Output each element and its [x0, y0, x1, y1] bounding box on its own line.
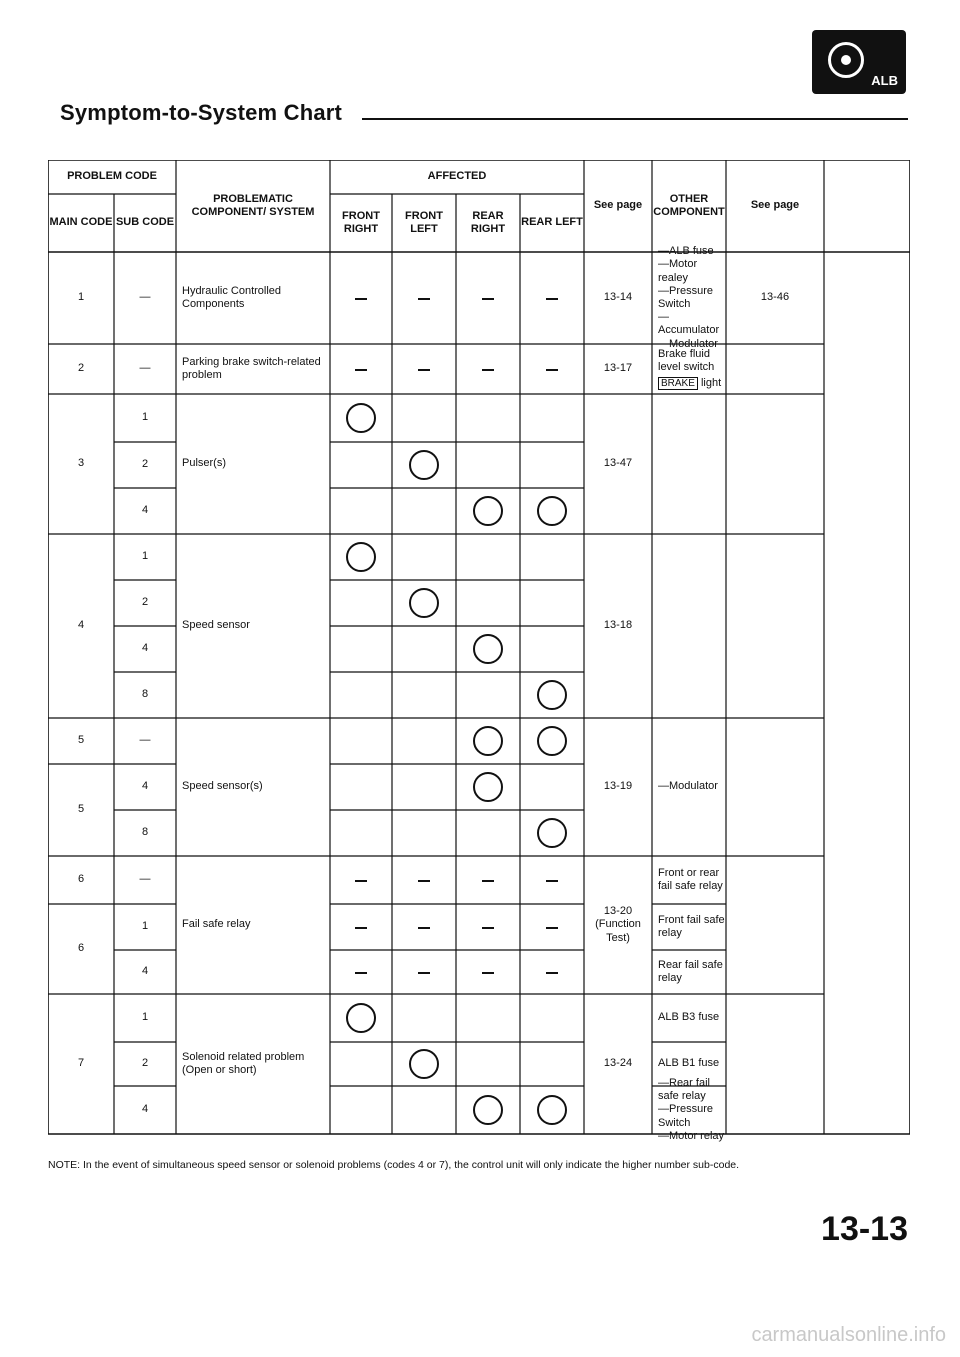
component-cell: Pulser(s) [182, 457, 227, 470]
affected-circle-mark [537, 496, 567, 526]
header-rear-left: REAR LEFT [521, 216, 583, 229]
footnote: NOTE: In the event of simultaneous speed sensor or solenoid problems (codes 4 or 7), the control unit will only indicate the higher number sub-code. [48, 1159, 740, 1171]
affected-dash-mark [355, 927, 367, 929]
main-code-cell: 6 [77, 942, 85, 955]
see-page-2-cell: 13-46 [760, 291, 790, 304]
affected-dash-mark [355, 972, 367, 974]
header-see-page: See page [593, 199, 643, 212]
see-page-cell: 13-14 [603, 291, 633, 304]
page-title: Symptom-to-System Chart [60, 100, 343, 125]
header-front-right: FRONT RIGHT [342, 209, 380, 235]
affected-circle-mark [473, 772, 503, 802]
affected-dash-mark [418, 369, 430, 371]
main-code-cell: 7 [77, 1057, 85, 1070]
see-page-cell: 13-19 [603, 780, 633, 793]
sub-code-cell: 1 [141, 920, 149, 933]
sub-code-cell: — [139, 873, 151, 886]
affected-dash-mark [418, 880, 430, 882]
affected-dash-mark [482, 927, 494, 929]
sub-code-cell: 8 [141, 826, 149, 839]
affected-dash-mark [418, 298, 430, 300]
main-code-cell: 1 [77, 291, 85, 304]
sub-code-cell: 4 [141, 965, 149, 978]
affected-circle-mark [537, 818, 567, 848]
main-code-cell: 3 [77, 457, 85, 470]
sub-code-cell: — [139, 734, 151, 747]
affected-dash-mark [546, 927, 558, 929]
brake-light-label [658, 377, 721, 389]
sub-code-cell: 4 [141, 1103, 149, 1116]
see-page-2-cell [726, 994, 824, 1134]
affected-dash-mark [546, 972, 558, 974]
see-page-cell: 13-20 (Function Test) [595, 905, 641, 944]
component-cell: Fail safe relay [182, 918, 251, 931]
affected-circle-mark [473, 1095, 503, 1125]
header-see-page-2: See page [750, 199, 800, 212]
sub-code-cell: 1 [141, 411, 149, 424]
watermark: carmanualsonline.info [751, 1324, 946, 1346]
component-cell: Speed sensor(s) [182, 780, 263, 793]
component-cell: Speed sensor [182, 619, 250, 632]
affected-circle-mark [409, 450, 439, 480]
affected-dash-mark [482, 369, 494, 371]
other-component-cell: Front fail safe relay [658, 913, 725, 939]
affected-dash-mark [355, 369, 367, 371]
sub-code-cell: 4 [141, 780, 149, 793]
brake-indicator-box: BRAKE [658, 377, 698, 390]
see-page-2-cell [726, 394, 824, 534]
sub-code-cell: 1 [141, 550, 149, 563]
alb-badge [812, 30, 906, 94]
sub-code-cell: 2 [141, 458, 149, 471]
sub-code-cell: 4 [141, 504, 149, 517]
other-component-cell: Brake fluid level switch BRAKE light [658, 348, 722, 389]
see-page-2-cell [726, 718, 824, 856]
header-main-code: MAIN CODE [49, 216, 113, 229]
affected-circle-mark [346, 403, 376, 433]
main-code-cell: 5 [77, 734, 85, 747]
header-front-left: FRONT LEFT [405, 209, 443, 235]
affected-dash-mark [546, 298, 558, 300]
affected-dash-mark [418, 927, 430, 929]
affected-circle-mark [537, 726, 567, 756]
see-page-cell: 13-24 [603, 1057, 633, 1070]
other-component-cell [652, 534, 726, 718]
other-component-cell: Front or rear fail safe relay [658, 866, 723, 892]
affected-circle-mark [537, 1095, 567, 1125]
main-code-cell: 4 [77, 619, 85, 632]
badge-text: ALB [871, 73, 898, 88]
affected-dash-mark [418, 972, 430, 974]
sub-code-cell: 4 [141, 642, 149, 655]
header-rear-right: REAR RIGHT [470, 209, 506, 235]
sub-code-cell: 2 [141, 596, 149, 609]
affected-circle-mark [473, 496, 503, 526]
affected-circle-mark [346, 542, 376, 572]
other-component-cell [652, 394, 726, 534]
affected-circle-mark [473, 726, 503, 756]
see-page-cell: 13-47 [603, 457, 633, 470]
see-page-cell: 13-17 [603, 362, 633, 375]
sub-code-cell: 1 [141, 1011, 149, 1024]
header-problem-code: PROBLEM CODE [67, 170, 157, 183]
main-code-cell: 5 [77, 803, 85, 816]
affected-dash-mark [546, 880, 558, 882]
affected-dash-mark [355, 298, 367, 300]
other-component-cell: ALB B1 fuse [658, 1057, 720, 1070]
other-component-cell: ALB B3 fuse [658, 1011, 720, 1024]
sub-code-cell: — [139, 362, 151, 375]
component-cell: Solenoid related problem (Open or short) [182, 1050, 305, 1076]
component-cell: Parking brake switch-related problem [182, 355, 321, 381]
other-component-cell: —Rear fail safe relay —Pressure Switch —Motor relay [658, 1077, 725, 1142]
affected-dash-mark [482, 298, 494, 300]
light-suffix: light [697, 376, 722, 389]
brake-disc-icon [828, 42, 864, 78]
main-code-cell: 2 [77, 362, 85, 375]
symptom-chart [48, 160, 910, 1142]
header-problematic: PROBLEMATIC COMPONENT/ SYSTEM [191, 192, 315, 218]
title-rule [362, 118, 908, 120]
sub-code-cell: 2 [141, 1057, 149, 1070]
sub-code-cell: — [139, 291, 151, 304]
other-component-cell: —Modulator [658, 780, 718, 793]
header-sub-code: SUB CODE [115, 216, 175, 229]
affected-dash-mark [482, 972, 494, 974]
other-component-cell: Rear fail safe relay [658, 958, 723, 984]
affected-dash-mark [482, 880, 494, 882]
main-code-cell: 6 [77, 873, 85, 886]
affected-circle-mark [409, 1049, 439, 1079]
see-page-cell: 13-18 [603, 619, 633, 632]
see-page-2-cell [726, 344, 824, 394]
blank-column [824, 252, 910, 1134]
header-affected: AFFECTED [427, 170, 487, 183]
affected-dash-mark [355, 880, 367, 882]
page-number: 13-13 [821, 1210, 908, 1248]
other-component-cell: —ALB fuse —Motor realey —Pressure Switch —Accumulator —Modulator [658, 245, 720, 350]
see-page-2-cell [726, 856, 824, 994]
sub-code-cell: 8 [141, 688, 149, 701]
affected-circle-mark [346, 1003, 376, 1033]
component-cell: Hydraulic Controlled Components [182, 284, 282, 310]
affected-dash-mark [546, 369, 558, 371]
affected-circle-mark [409, 588, 439, 618]
affected-circle-mark [473, 634, 503, 664]
header-other-component: OTHER COMPONENT [653, 192, 725, 218]
see-page-2-cell [726, 534, 824, 718]
affected-circle-mark [537, 680, 567, 710]
